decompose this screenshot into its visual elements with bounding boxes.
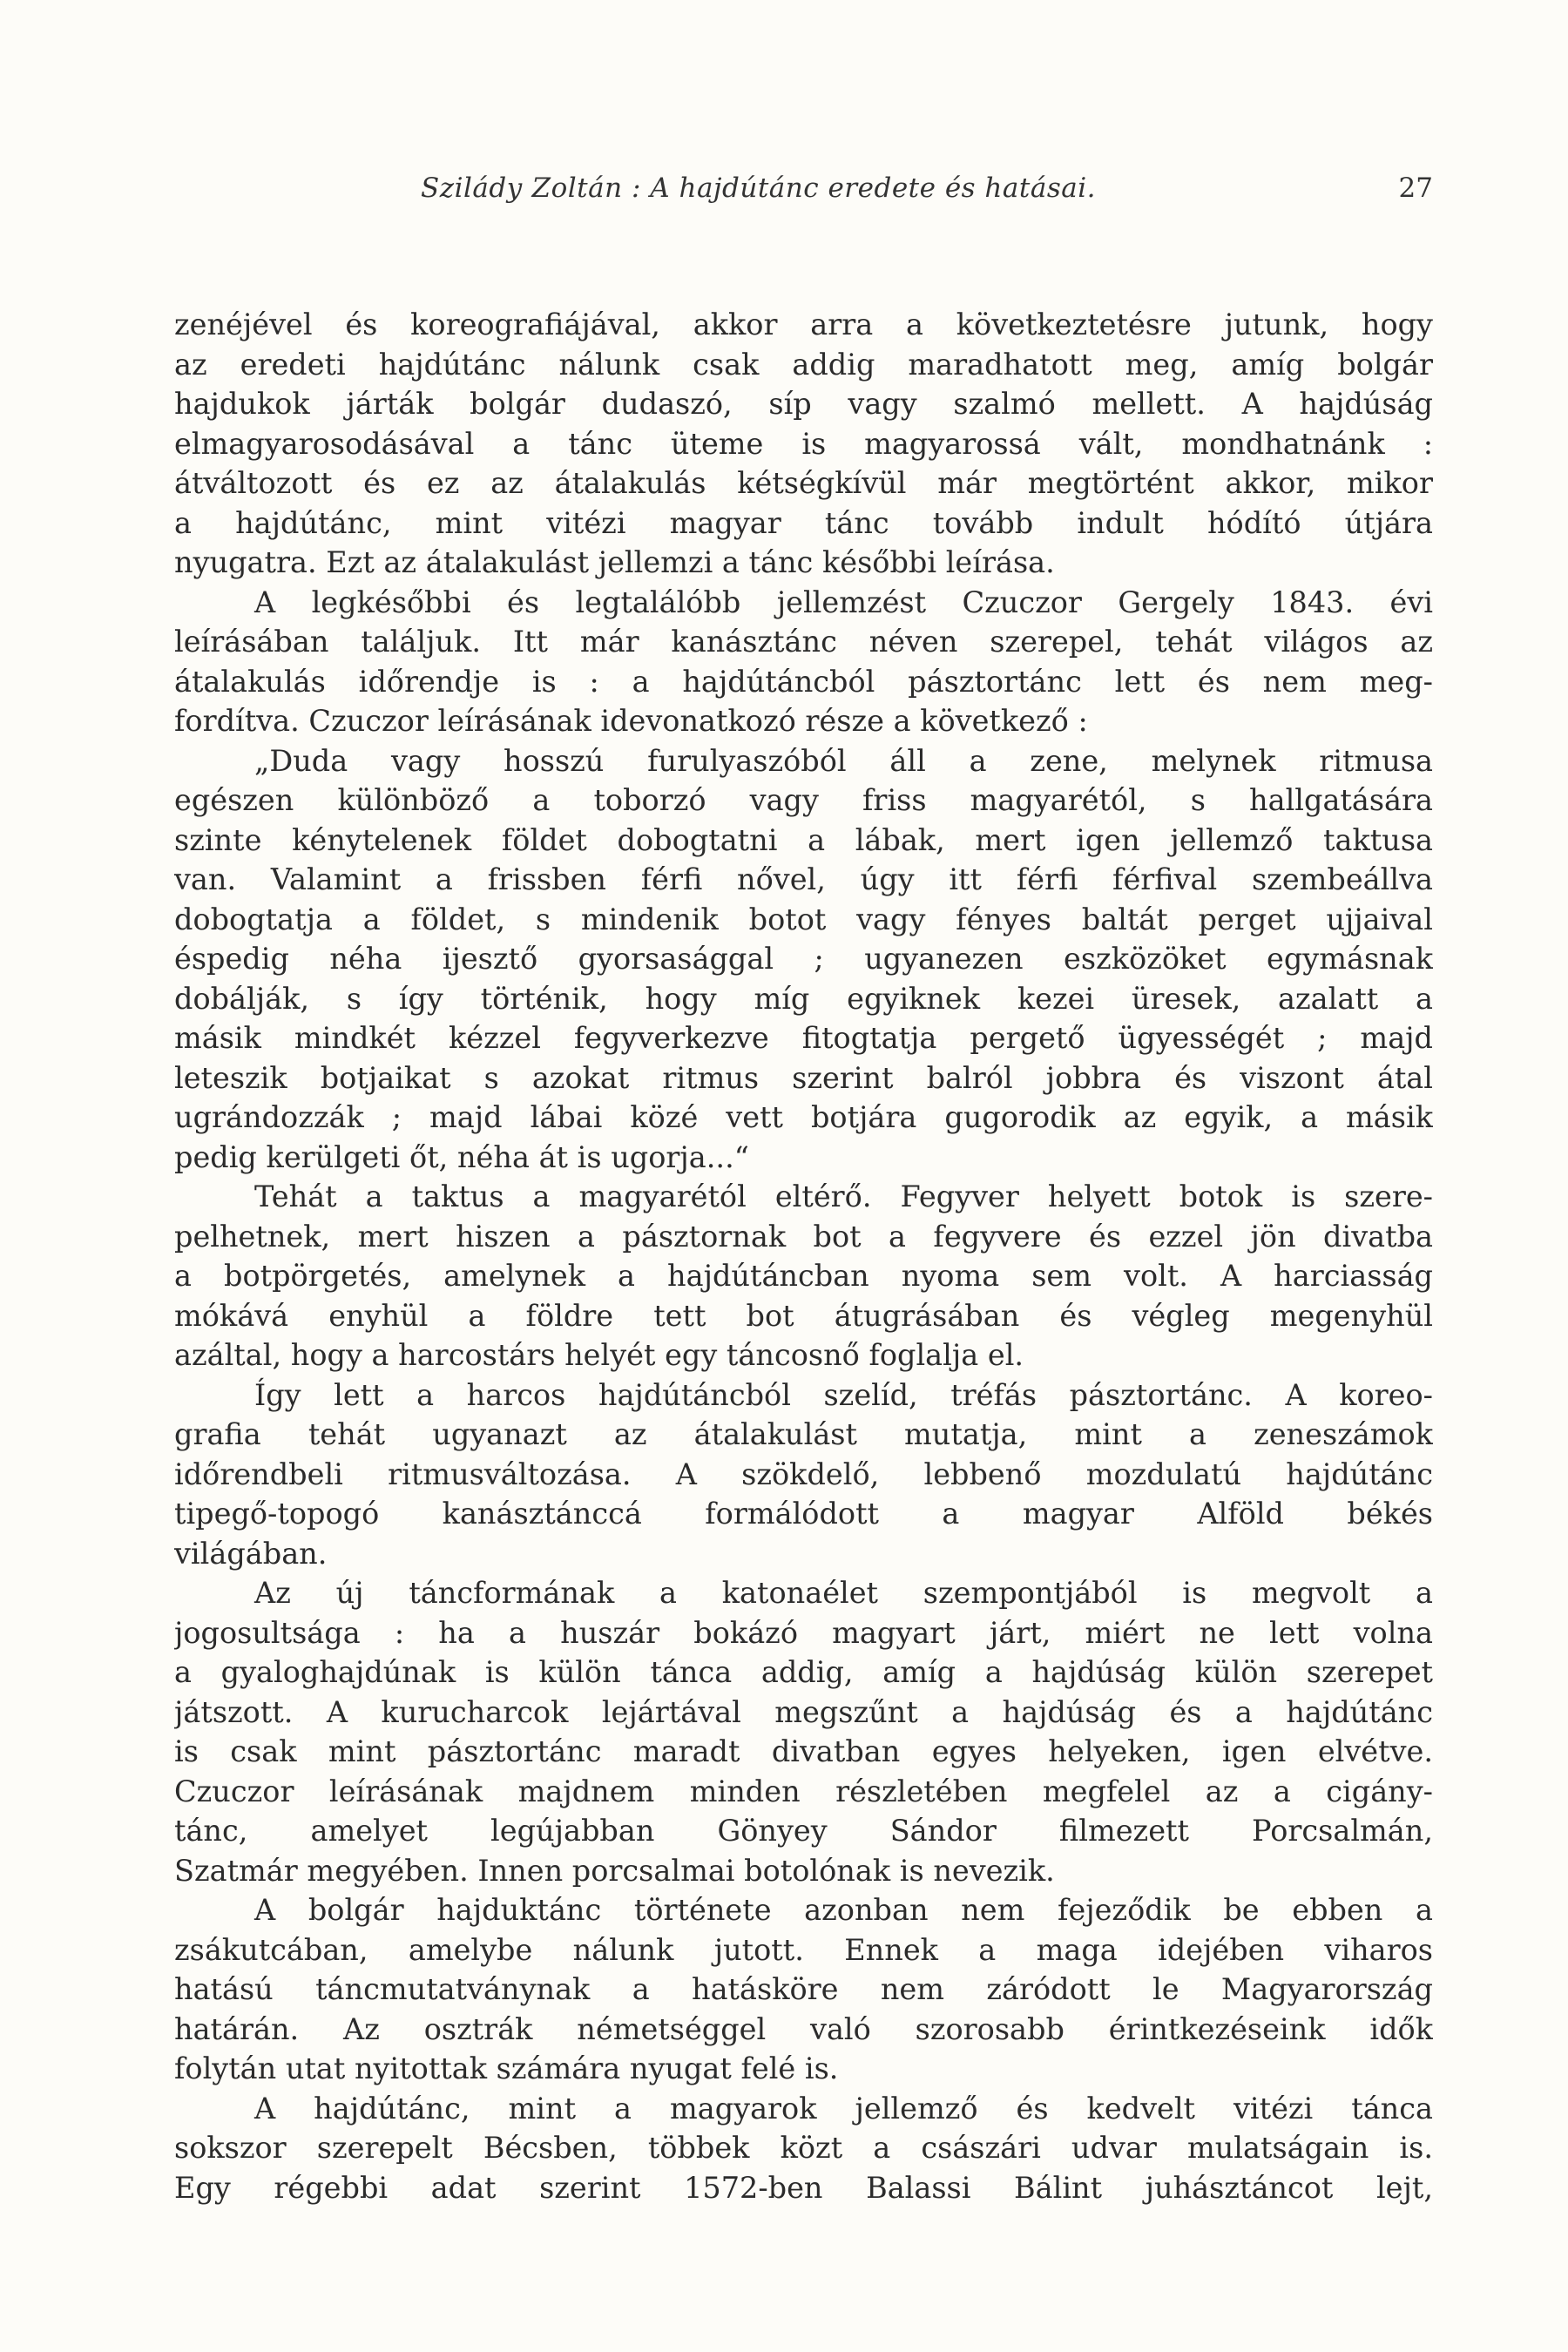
text-line: a gyaloghajdúnak is külön tánca addig, amíg a hajdúság külön szerepet [174, 1655, 1433, 1689]
text-line: A bolgár hajduktánc története azonban nem fejeződik be ebben a [254, 1893, 1433, 1927]
text-line: leírásában találjuk. Itt már kanásztánc néven szerepel, tehát világos az [174, 625, 1433, 659]
text-line: az eredeti hajdútánc nálunk csak addig maradhatott meg, amíg bolgár [174, 347, 1433, 382]
text-line: azáltal, hogy a harcostárs helyét egy táncosnő foglalja el. [174, 1338, 1024, 1372]
text-line: játszott. A kurucharcok lejártával megszűnt a hajdúság és a hajdútánc [174, 1694, 1433, 1729]
text-line: átalakulás időrendje is : a hajdútáncból pásztortánc lett és nem meg- [174, 664, 1433, 699]
text-line: A legkésőbbi és legtalálóbb jellemzést Czuczor Gergely 1843. évi [254, 585, 1433, 619]
text-line: jogosultsága : ha a huszár bokázó magyart járt, miért ne lett volna [174, 1615, 1433, 1650]
running-head: Sziládу Zoltán : A hajdútánc eredete és hatásai. [421, 172, 1096, 204]
text-line: dobálják, s így történik, hogy míg egyiknek kezei üresek, azalatt a [174, 981, 1433, 1016]
text-line: mókává enyhül a földre tett bot átugrásában és végleg megenyhül [174, 1298, 1433, 1333]
text-line: a hajdútánc, mint vitézi magyar tánc tovább indult hódító útjára [174, 505, 1433, 540]
text-line: elmagyarosodásával a tánc üteme is magyarossá vált, mondhatnánk : [174, 426, 1433, 461]
text-line: tánc, amelyet legújabban Gönyey Sándor filmezett Porcsalmán, [174, 1814, 1433, 1848]
text-line: Tehát a taktus a magyarétól eltérő. Fegyver helyett botok is szere- [254, 1179, 1433, 1213]
page-header [174, 172, 1433, 216]
body-text [174, 305, 1433, 2207]
text-line: Egy régebbi adat szerint 1572-ben Balassi Bálint juhásztáncot lejt, [174, 2170, 1433, 2205]
text-line: A hajdútánc, mint a magyarok jellemző és kedvelt vitézi tánca [254, 2091, 1433, 2126]
text-line: sokszor szerepelt Bécsben, többek közt a császári udvar mulatságain is. [174, 2131, 1433, 2165]
text-line: zsákutcában, amelybe nálunk jutott. Ennek a maga idejében viharos [174, 1932, 1433, 1967]
page-number: 27 [1398, 172, 1433, 204]
text-line: folytán utat nyitottak számára nyugat felé is. [174, 2051, 839, 2085]
text-line: ugrándozzák ; majd lábai közé vett botjára gugorodik az egyik, a másik [174, 1100, 1433, 1134]
text-line: hajdukok járták bolgár dudaszó, síp vagy szalmó mellett. A hajdúság [174, 387, 1433, 421]
text-line: Az új táncformának a katonaélet szempontjából is megvolt a [254, 1576, 1433, 1610]
text-line: időrendbeli ritmusváltozása. A szökdelő, lebbenő mozdulatú hajdútánc [174, 1456, 1433, 1491]
text-line: világában. [174, 1536, 328, 1571]
text-line: éspedig néha ijesztő gyorsasággal ; ugyanezen eszközöket egymásnak [174, 942, 1433, 976]
text-line: átváltozott és ez az átalakulás kétségkívül már megtörtént akkor, mikor [174, 466, 1433, 500]
text-line: is csak mint pásztortánc maradt divatban egyes helyeken, igen elvétve. [174, 1734, 1433, 1768]
text-line: „Duda vagy hosszú furulyaszóból áll a zene, melynek ritmusa [254, 743, 1433, 778]
text-line: Szatmár megyében. Innen porcsalmai botolónak is nevezik. [174, 1853, 1055, 1888]
text-line: tipegő-topogó kanásztánccá formálódott a magyar Alföld békés [174, 1497, 1433, 1531]
text-line: pelhetnek, mert hiszen a pásztornak bot a fegyvere és ezzel jön divatba [174, 1219, 1433, 1254]
text-line: másik mindkét kézzel fegyverkezve fitogtatja pergető ügyességét ; majd [174, 1021, 1433, 1055]
text-line: hatású táncmutatványnak a hatásköre nem záródott le Magyarország [174, 1972, 1433, 2006]
text-line: Így lett a harcos hajdútáncból szelíd, tréfás pásztortánc. A koreo- [254, 1377, 1433, 1412]
text-line: a botpörgetés, amelynek a hajdútáncban nyoma sem volt. A harciasság [174, 1259, 1433, 1293]
text-line: dobogtatja a földet, s mindenik botot vagy fényes baltát perget ujjaival [174, 902, 1433, 936]
text-line: Czuczor leírásának majdnem minden részletében megfelel az a cigány- [174, 1774, 1433, 1808]
text-line: fordítva. Czuczor leírásának idevonatkozó része a következő : [174, 704, 1088, 738]
text-line: zenéjével és koreografiájával, akkor arra a következtetésre jutunk, hogy [174, 308, 1433, 341]
text-line: grafia tehát ugyanazt az átalakulást mutatja, mint a zeneszámok [174, 1417, 1433, 1451]
text-line: nyugatra. Ezt az átalakulást jellemzi a tánc későbbi leírása. [174, 545, 1055, 579]
text-line: van. Valamint a frissben férfi nővel, úgy itt férfi férfival szembeállva [174, 862, 1433, 896]
text-line: egészen különböző a toborzó vagy friss magyarétól, s hallgatására [174, 783, 1433, 817]
text-line: határán. Az osztrák németséggel való szorosabb érintkezéseink idők [174, 2011, 1433, 2046]
text-line: pedig kerülgeti őt, néha át is ugorja...“ [174, 1139, 749, 1174]
text-line: szinte kénytelenek földet dobogtatni a lábak, mert igen jellemző taktusa [174, 822, 1433, 857]
text-line: leteszik botjaikat s azokat ritmus szerint balról jobbra és viszont átal [174, 1060, 1433, 1095]
